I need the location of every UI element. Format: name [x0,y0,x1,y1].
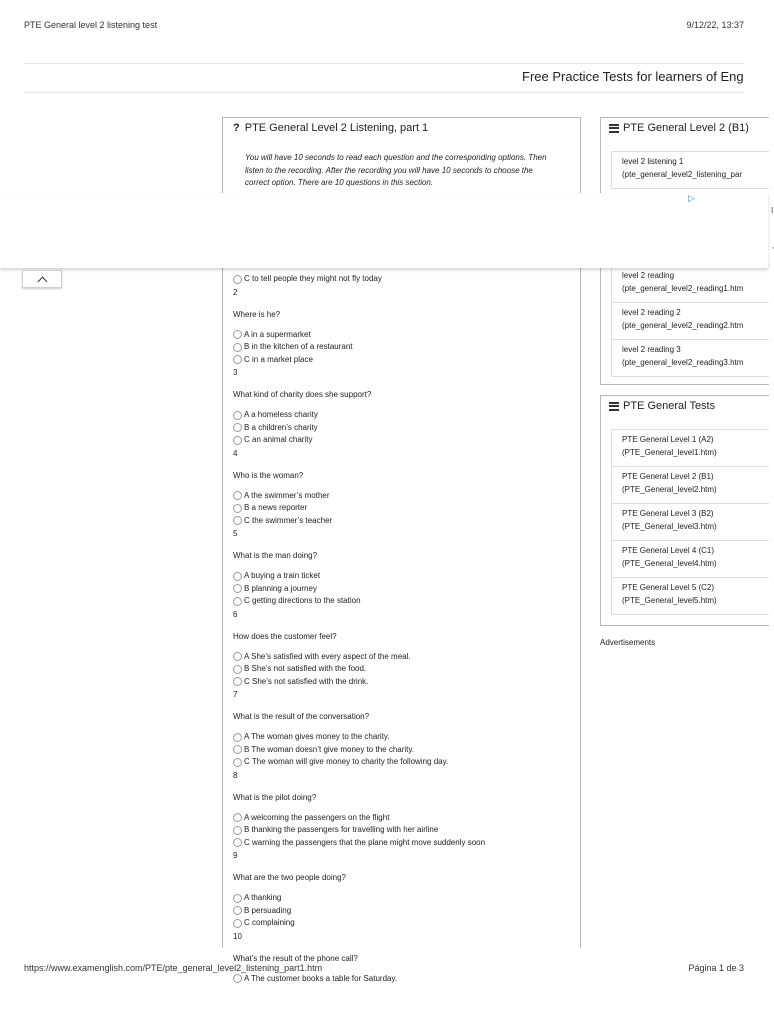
option-label: A in a supermarket [244,329,311,339]
answer-option[interactable] [233,756,568,769]
question-number: 5 [233,529,238,538]
answer-option[interactable] [233,515,568,528]
sidebar-link[interactable] [611,152,769,189]
question-number: 2 [233,287,238,297]
radio-button[interactable] [233,974,242,983]
radio-button[interactable] [233,906,242,915]
option-label: C complaining [244,918,295,927]
question-number: 4 [233,448,238,458]
question-spacer [233,321,568,329]
sidebar-link-url: (PTE_General_level2.htm) [622,484,717,494]
radio-button[interactable] [233,355,242,364]
radio-button[interactable] [233,330,242,339]
option-label: A welcoming the passengers on the flight [244,812,390,822]
panel-heading [233,122,428,134]
answer-option[interactable] [233,502,568,515]
radio-button[interactable] [233,677,242,686]
answer-option[interactable] [233,731,568,744]
question-number: 9 [233,851,238,860]
radio-button[interactable] [233,919,242,928]
instructions: You will have 10 seconds to read each question and the corresponding options. Then listen to the recording. After the recording you will have 10 seconds to choose the correct option. There are 10 questions in this section. [245,153,547,187]
sidebar-level2-links [611,151,769,189]
answer-option[interactable] [233,663,568,676]
answer-option[interactable] [233,905,568,918]
sidebar-link[interactable] [611,504,769,541]
sidebar-link[interactable] [611,303,769,340]
sidebar-tests-heading [609,400,715,412]
sidebar-level2-heading [609,122,749,134]
question-icon: ? [233,122,240,134]
radio-button[interactable] [233,516,242,525]
sidebar-link-title: PTE General Level 3 (B2) [622,509,714,518]
sidebar-level2-links-lower [611,265,769,377]
answer-option[interactable] [233,917,568,930]
answer-option[interactable] [233,812,568,825]
sidebar-link-title: level 2 listening 1 [622,157,684,166]
option-label: A a homeless charity [244,410,318,419]
header-divider-top [24,63,744,64]
answer-option[interactable] [233,570,568,583]
sidebar-level2-title: PTE General Level 2 (B1) [623,122,749,134]
answer-option[interactable] [233,490,568,503]
answer-option[interactable] [233,409,568,422]
radio-button[interactable] [233,584,242,593]
option-label: B a news reporter [244,503,308,512]
question-text: What is the pilot doing? [233,792,317,802]
option-label: C warning the passengers that the plane might move suddenly soon [244,837,486,847]
answer-option[interactable] [233,651,568,664]
sidebar-tests-title: PTE General Tests [623,400,716,412]
ad-choices-icon[interactable]: ▷ [688,193,695,203]
question-spacer [233,482,568,490]
option-label: A thanking [244,893,282,902]
option-label: A She’s satisfied with every aspect of the meal. [244,651,411,661]
ad-overlay[interactable] [0,193,774,268]
question-number: 6 [233,609,238,619]
print-page-number: Página 1 de 3 [688,963,744,973]
question-number: 10 [233,931,242,941]
panel-title: PTE General Level 2 Listening, part 1 [244,122,429,134]
answer-option[interactable] [233,341,568,354]
option-label: B She’s not satisfied with the food. [244,664,367,673]
radio-button[interactable] [233,572,242,581]
menu-icon [609,400,619,412]
sidebar-link-url: (PTE_General_level3.htm) [622,521,717,531]
chevron-up-icon [37,276,47,286]
sidebar-link-title: level 2 reading 3 [622,345,681,354]
answer-option[interactable] [233,595,568,608]
radio-button[interactable] [233,436,242,445]
advertisements-label: Advertisements [600,638,656,647]
sidebar-link-title: level 2 reading [622,271,675,280]
question-text: What is the result of the conversation? [233,712,370,721]
option-label: C the swimmer’s teacher [244,515,333,525]
question-text: What is the man doing? [233,551,318,560]
radio-button[interactable] [233,652,242,661]
sidebar-link-url: (pte_general_level2_reading1.htm [622,283,744,293]
option-label: C to tell people they might not fly today [244,274,382,283]
print-title: PTE General level 2 listening test [24,20,158,30]
sidebar-link-url: (pte_general_level2_reading3.htm [622,357,744,367]
question-text: How does the customer feel? [233,631,337,641]
print-datetime: 9/12/22, 13:37 [686,20,744,30]
question-text: Where is he? [233,309,281,319]
option-label: C an animal charity [244,435,313,444]
question-list [233,273,568,985]
option-label: A The woman gives money to the charity. [244,732,390,741]
option-label: A the swimmer’s mother [244,490,330,500]
answer-option[interactable] [233,824,568,837]
question-number: 3 [233,368,238,377]
sidebar-link-title: PTE General Level 4 (C1) [622,546,715,555]
radio-button[interactable] [233,411,242,420]
option-label: B a children’s charity [244,422,318,432]
question-text: What are the two people doing? [233,873,346,882]
option-label: B persuading [244,905,292,915]
radio-button[interactable] [233,745,242,754]
option-label: C The woman will give money to charity the following day. [244,757,449,766]
menu-icon [609,122,619,134]
sidebar-link[interactable] [611,266,769,303]
question-spacer [233,804,568,812]
sidebar-link[interactable] [611,340,769,377]
question-spacer [233,643,568,651]
option-label: C in a market place [244,354,313,364]
sidebar-tests-panel [600,395,769,626]
answer-option[interactable] [233,583,568,596]
option-label: C She’s not satisfied with the drink. [244,676,369,686]
answer-option[interactable] [233,892,568,905]
question-number: 8 [233,770,238,780]
radio-button[interactable] [233,275,242,284]
sidebar-link-title: PTE General Level 5 (C2) [622,583,715,592]
option-label: B The woman doesn’t give money to the charity. [244,744,415,754]
sidebar-link-title: level 2 reading 2 [622,308,681,317]
answer-option[interactable] [233,422,568,435]
option-label: B thanking the passengers for travelling with her airline [244,825,439,834]
radio-button[interactable] [233,733,242,742]
answer-option[interactable] [233,837,568,850]
option-label: A The customer books a table for Saturday. [244,973,398,983]
question-text: Who is the woman? [233,470,304,480]
sidebar-link[interactable] [611,467,769,504]
sidebar-link-url: (PTE_General_level1.htm) [622,447,717,457]
sidebar-link[interactable] [611,578,769,615]
answer-option[interactable] [233,676,568,689]
radio-button[interactable] [233,597,242,606]
sidebar-link-url: (PTE_General_level4.htm) [622,558,717,568]
print-url: https://www.examenglish.com/PTE/pte_general_level2_listening_part1.htm [24,963,323,973]
sidebar-link[interactable] [611,541,769,578]
radio-button[interactable] [233,504,242,513]
question-text: What’s the result of the phone call? [233,953,358,963]
radio-button[interactable] [233,826,242,835]
sidebar-link-url: (pte_general_level2_reading2.htm [622,320,744,330]
ad-text-fragment: I [771,206,774,215]
question-spacer [233,723,568,731]
radio-button[interactable] [233,894,242,903]
answer-option[interactable] [233,973,568,986]
sidebar-link-url: (pte_general_level2_listening_par [622,169,743,179]
question-number: 7 [233,690,238,699]
radio-button[interactable] [233,813,242,822]
radio-button[interactable] [233,665,242,674]
print-header [24,20,744,30]
sidebar-link-title: PTE General Level 2 (B1) [622,472,714,481]
sidebar-tests-links [611,429,769,615]
option-label: B in the kitchen of a restaurant [244,342,353,351]
radio-button[interactable] [233,491,242,500]
answer-option[interactable] [233,354,568,367]
sidebar-link-url: (PTE_General_level5.htm) [622,595,717,605]
question-spacer [233,401,568,409]
question-spacer [233,884,568,892]
answer-option[interactable] [233,329,568,342]
answer-option[interactable] [233,744,568,757]
question-text: What kind of charity does she support? [233,390,372,399]
option-label: B planning a journey [244,583,317,593]
answer-option[interactable] [233,273,568,286]
scroll-to-top-button[interactable] [22,270,62,288]
header-divider-bottom [24,92,744,93]
question-spacer [233,562,568,570]
option-label: A buying a train ticket [244,571,321,580]
print-footer [24,963,744,973]
answer-option[interactable] [233,434,568,447]
radio-button[interactable] [233,758,242,767]
sidebar-link[interactable] [611,430,769,467]
sidebar-link-title: PTE General Level 1 (A2) [622,435,714,444]
radio-button[interactable] [233,838,242,847]
radio-button[interactable] [233,343,242,352]
option-label: C getting directions to the station [244,596,361,605]
site-title[interactable]: Free Practice Tests for learners of Eng [522,69,744,84]
radio-button[interactable] [233,423,242,432]
